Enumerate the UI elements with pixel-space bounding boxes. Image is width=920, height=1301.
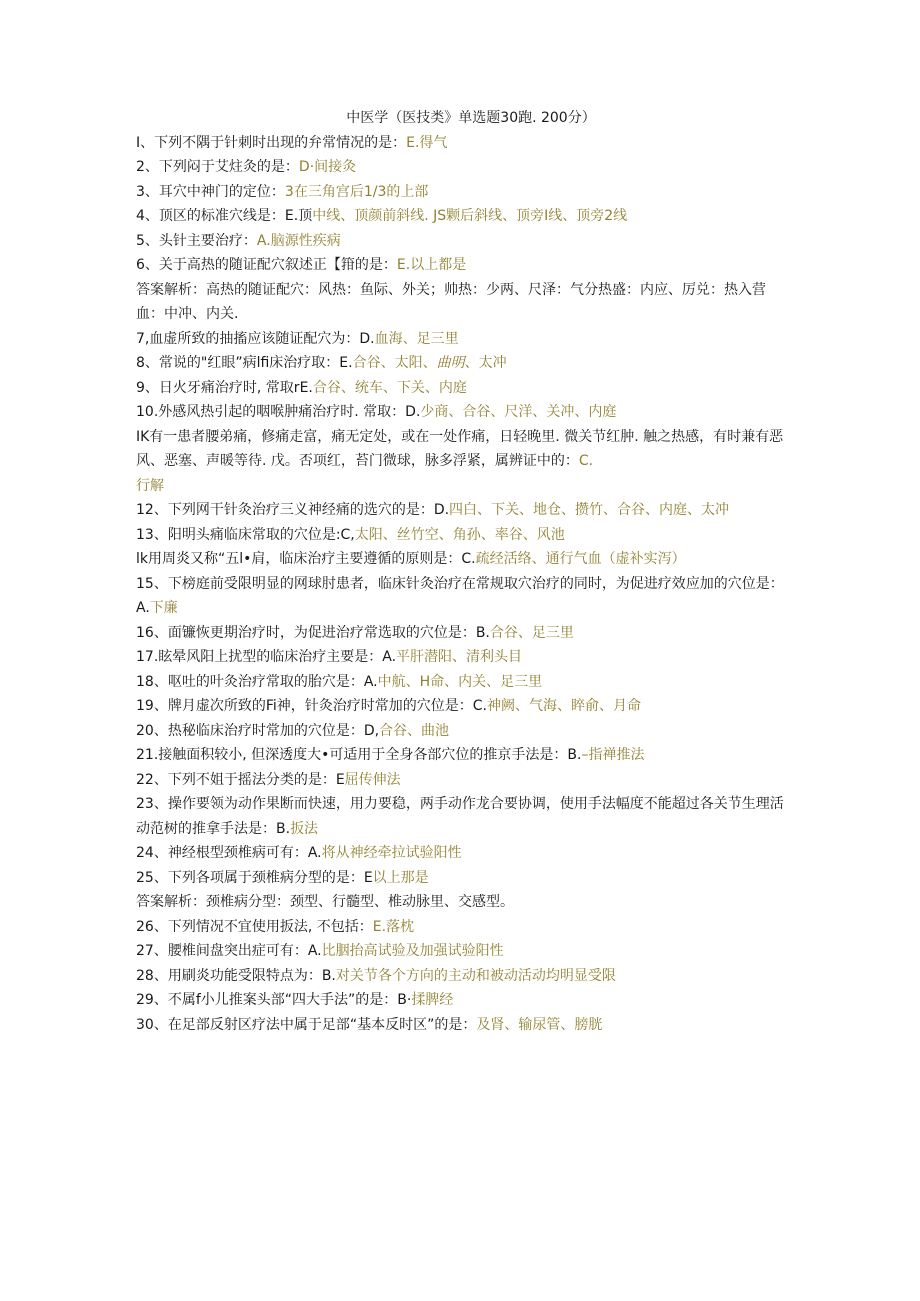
question-text: 5、头针主要治疗： [136,232,257,249]
question-26 [136,915,786,940]
question-text: 16、面镰恢更期治疗时，为促进治疗常选取的穴位是：B. [136,624,490,641]
answer-text: 血海、足三里 [374,330,459,347]
answer-text: 太阳、丝竹空、角孙、率谷、风池 [354,526,565,543]
answer-text: –指禅推法 [581,747,645,763]
question-10 [136,400,786,425]
document-title: 中医学（医技类》单选题30跑. 200分） [346,110,596,126]
answer-text: A.脑源性疾病 [256,232,341,249]
question-text: 25、下列各项属于颈椎病分型的是：E [136,869,373,886]
question-text: 30、在足部反射区疗法中属于足部“基本反时区”的是： [136,1016,477,1033]
document-page [136,106,786,1037]
answer-text: 神阙、气海、睟俞、月命 [486,698,641,714]
question-19 [136,694,786,719]
answer-text: 合谷、统车、下关、内庭 [312,379,467,396]
question-5 [136,229,786,254]
answer-text: D·间接灸 [298,159,357,175]
answer-text: 合谷、足三里 [489,624,574,641]
question-16 [136,621,786,646]
answer-text: 对关节各个方向的主动和被动活动均明显受限 [335,967,616,984]
question-30 [136,1013,786,1038]
answer-text: 四白、下关、地仓、攒竹、合谷、内庭、太冲 [449,502,730,518]
question-21 [136,743,786,768]
question-text: 6、关于高热的随证配穴叙述正【箝的是： [136,257,397,273]
question-3 [136,180,786,205]
answer-text: 屈传伸法 [344,771,401,788]
question-text: 29、不属f小儿推案头部“四大手法”的是：B· [136,992,412,1008]
answer-text: 比胭抬高试验及加强试验阳性 [321,943,504,959]
question-23 [136,792,786,841]
question-text: 22、下列不姐于摇法分类的是：E [136,771,345,788]
question-text: 18、呕吐的叶灸治疗常取的胎穴是：A. [136,673,378,690]
answer-text: 合谷、曲池 [379,722,450,739]
question-text: 7,血虚所致的抽搐应该随证配穴为：D. [136,330,375,347]
question-20 [136,719,786,744]
answer-text: 少商、合谷、尺洋、关冲、内庭 [420,404,617,420]
question-17 [136,645,786,670]
question-8 [136,351,786,376]
question-15 [136,572,786,621]
question-25 [136,866,786,891]
question-18 [136,670,786,695]
answer-text: 及肾、输尿管、膀胱 [476,1016,603,1033]
question-text: 27、腰椎间盘突出症可有：A. [136,943,322,959]
question-text: 26、下列情况不宜使用扳法, 不包括： [136,918,373,935]
answer-text: 平肝潜阳、清利头目 [396,649,523,665]
question-text: 19、牌月虚次所致的Fi神，针灸治疗时常加的穴位是：C. [136,698,487,714]
answer-text: 合谷、太阳、 [352,355,437,371]
answer-explanation-25: 答案解析：颈椎病分型：颈型、行髓型、椎动脉里、交感型。 [136,894,514,910]
question-text: 3、耳穴中神门的定位： [136,183,285,200]
answer-text: 以上那是 [372,869,429,886]
question-28 [136,964,786,989]
answer-text: 中线、顶颜前斜线. JS颗后斜线、顶旁I线、顶旁2线 [312,208,628,224]
question-text: 23、操作要领为动作果断而快速，用力要稳，两手动作龙合要协调，使用手法幅度不能超过各关节生理活动范树的推拿手法是：B. [136,796,784,837]
question-text: 20、热秘临床治疗时常加的穴位是：D, [136,722,380,739]
question-6 [136,253,786,278]
question-text: 15、下榜庭前受限明显的网球肘患者，临床针灸治疗在常规取穴治疗的同时，为促进疗效应加的穴位是：A. [136,575,784,616]
answer-text: 揉脾经 [411,992,454,1008]
answer-text: 将从神经牵拉试验阳性 [321,845,462,861]
answer-text: 下廉 [149,600,178,616]
answer-text-italic: 曲明 [436,355,465,371]
question-text: 2、下列闷于艾炷灸的是： [136,159,299,175]
question-29 [136,988,786,1013]
question-text: 13、阳明头痛临床常取的穴位是:C, [136,526,355,543]
question-1 [136,131,786,156]
question-14 [136,547,786,572]
answer-text: 扳法 [290,820,319,837]
question-text: 4、顶区的标准穴线是：E.顶 [136,208,313,224]
question-11-answer-continued: 行解 [136,477,164,494]
answer-text: 疏经活络、通行气血（虚补实泻） [475,551,686,567]
question-text: 8、常说的"红眼”病lfi床治疗取：E. [136,355,353,371]
answer-text: E.以上都是 [396,257,467,273]
question-2 [136,155,786,180]
question-13 [136,523,786,548]
question-4 [136,204,786,229]
question-text: 24、神经根型颈椎病可有：A. [136,845,322,861]
answer-text: C. [578,453,594,469]
question-text: 21.接触面积较小, 但深透度大•可适用于全身各部穴位的推京手法是：B. [136,747,582,763]
question-text: 10.外感风热引起的咽喉肿痛治疗时. 常取：D. [136,404,421,420]
answer-text: E.得气 [406,134,448,151]
answer-explanation-6: 答案解析：高热的随证配穴：风热：鱼际、外关；帅热：少两、尺泽：气分热盛：内应、厉兑：热入营血：中冲、内关. [136,281,766,322]
question-27 [136,939,786,964]
question-text: 28、用刷炎功能受限特点为：B. [136,967,336,984]
question-text: I、下列不隅于针刺时出现的弁常情况的是： [136,134,407,151]
question-text: lk用周炎又称“五l•肩，临床治疗主要遵循的原则是：C. [136,551,476,567]
answer-text: 3在三角宫后1/3的上部 [284,183,429,200]
question-12 [136,498,786,523]
question-22 [136,768,786,793]
question-text: IK有一患者腰弟痛，修痛走富，痛无定处，或在一处作痛，日轻晚里. 微关节红肿. 触之热感，有时兼有恶风、恶塞、声暖等待. 戊。否项红，苔门微球，脉多浮紧，属辨证中的： [136,428,784,469]
question-text: 12、下列网干针灸治疗三义神经痛的选穴的是：D. [136,502,450,518]
answer-text: 中航、H命、内关、足三里 [377,673,543,690]
question-11 [136,425,786,474]
answer-text-tail: 、太冲 [464,355,507,371]
answer-text: E.落枕 [372,918,415,935]
question-7 [136,327,786,352]
question-text: 9、日火牙痛治疗时, 常取rE. [136,379,313,396]
question-24 [136,841,786,866]
question-text: 17.眩晕风阳上扰型的临床治疗主要是：A. [136,649,397,665]
question-9 [136,376,786,401]
